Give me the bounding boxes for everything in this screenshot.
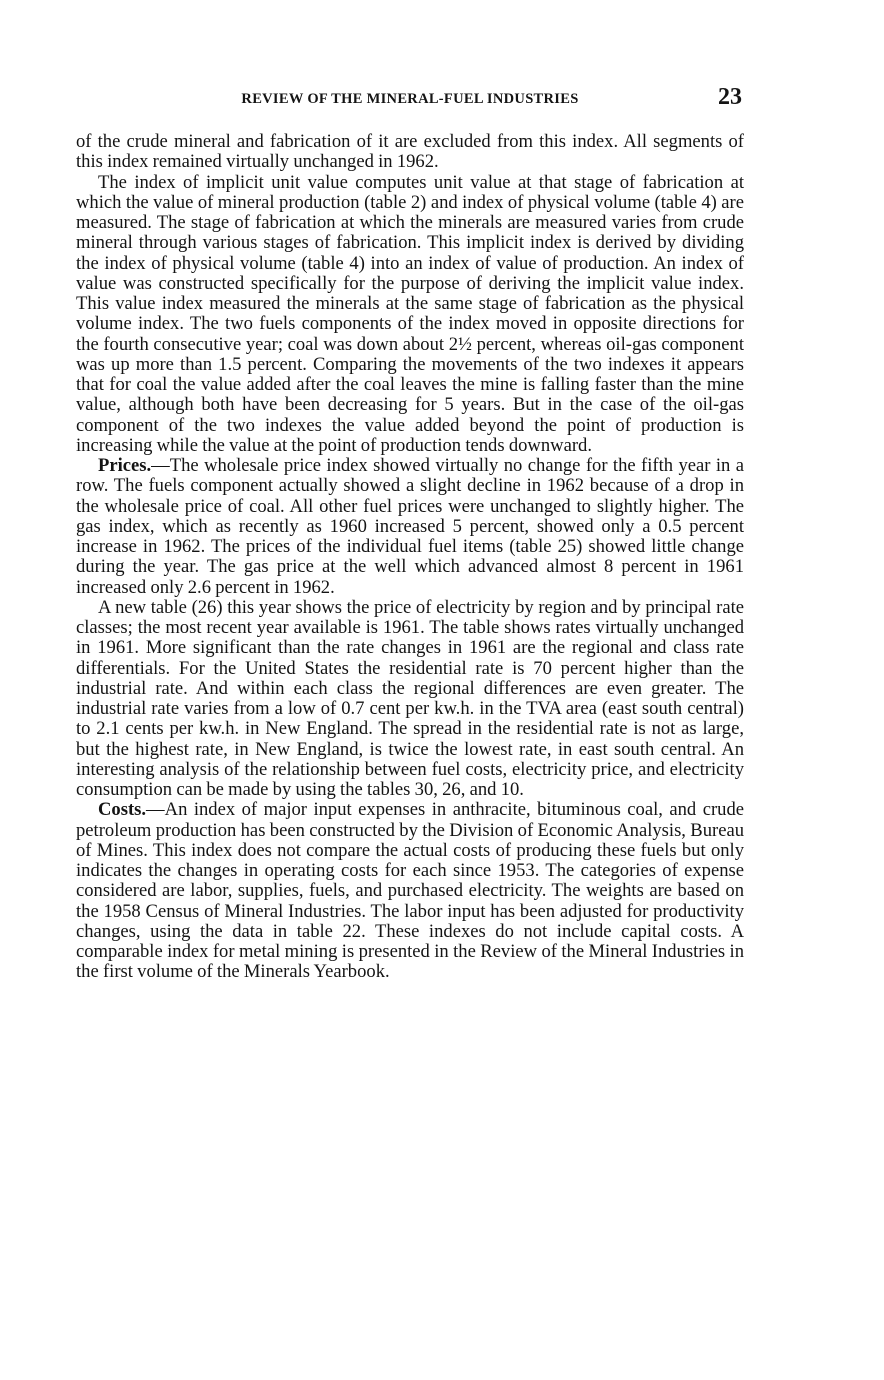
body-text [76, 132, 744, 983]
paragraph-text: A new table (26) this year shows the price of electricity by region and by principal rate classes; the most recent year available is 1961. The table shows rates virtually unchanged in 1961. More significant than the rate changes in 1961 are the regional and class rate differentials. For the United States the residential rate is 70 percent higher than the industrial rate. And within each class the regional differences are even greater. The industrial rate varies from a low of 0.7 cent per kw.h. in the TVA area (east south central) to 2.1 cents per kw.h. in New England. The spread in the residential rate is not as large, but the highest rate, in New England, is twice the lowest rate, in east south central. An interesting analysis of the relationship between fuel costs, electricity price, and electricity consumption can be made by using the tables 30, 26, and 10. [76, 596, 744, 800]
paragraph-implicit-unit-value [76, 173, 744, 457]
run-in-heading-costs: Costs. [98, 799, 147, 821]
paragraph-costs [76, 800, 744, 982]
page-number: 23 [718, 84, 742, 110]
paragraph-text: —An index of major input expenses in anthracite, bituminous coal, and crude petroleum production has been constructed by the Division of Economic Analysis, Bureau of Mines. This index does not compare the actual costs of producing these fuels but only indicates the changes in operating costs for each since 1953. The categories of expense considered are labor, supplies, fuels, and purchased electricity. The weights are based on the 1958 Census of Mineral Industries. The labor input has been adjusted for productivity changes, using the data in table 22. These indexes do not include capital costs. A comparable index for metal mining is presented in the Review of the Mineral Industries in the first volume of the Minerals Yearbook. [76, 799, 744, 983]
paragraph-electricity-prices [76, 598, 744, 801]
paragraph-prices [76, 456, 744, 598]
paragraph-text: The index of implicit unit value computes unit value at that stage of fabrication at which the value of mineral production (table 2) and index of physical volume (table 4) are measured. The stage of fabrication at which the minerals are measured varies from crude mineral through various stages of fabrication. This implicit index is derived by dividing the index of physical volume (table 4) into an index of value of production. An index of value was constructed specifically for the purpose of deriving the implicit value index. This value index measured the minerals at the same stage of fabrication as the physical volume index. The two fuels components of the index moved in opposite directions for the fourth consecutive year; coal was down about 2½ percent, whereas oil-gas component was up more than 1.5 percent. Comparing the movements of the two indexes it appears that for coal the value added after the coal leaves the mine is falling faster than the mine value, although both have been decreasing for 5 years. But in the case of the oil-gas component of the two indexes the value added beyond the point of production is increasing while the value at the point of production tends downward. [76, 171, 744, 456]
running-head: REVIEW OF THE MINERAL-FUEL INDUSTRIES [241, 91, 579, 107]
run-in-heading-prices: Prices. [98, 455, 152, 476]
paragraph-continuation [76, 132, 744, 173]
page-header [76, 86, 744, 114]
paragraph-text: —The wholesale price index showed virtually no change for the fifth year in a row. The fuels component actually showed a slight decline in 1962 because of a drop in the wholesale price of coal. All other fuel prices were unchanged to slightly higher. The gas index, which as recently as 1960 increased 5 percent, showed only a 0.5 percent increase in 1962. The prices of the individual fuel items (table 25) showed little change during the year. The gas price at the well which advanced almost 8 percent in 1961 increased only 2.6 percent in 1962. [76, 455, 744, 598]
paragraph-text: of the crude mineral and fabrication of it are excluded from this index. All segments of this index remained virtually unchanged in 1962. [76, 131, 744, 173]
